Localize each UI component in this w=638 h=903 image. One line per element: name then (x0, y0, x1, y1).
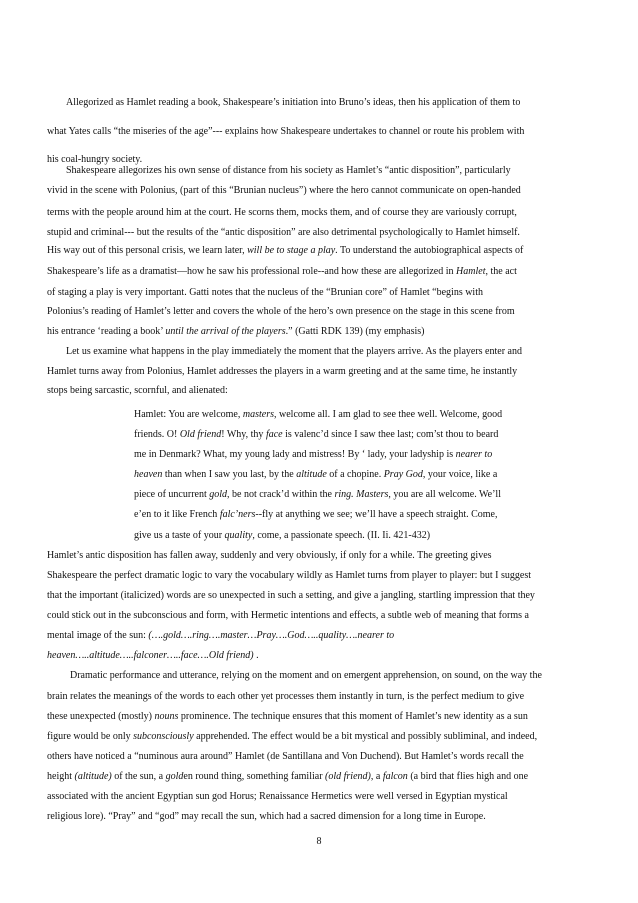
para5-line1: Dramatic performance and utterance, relying on the moment and on emergent apprehension, on sound, on the way the (70, 670, 542, 681)
para5-line8: religious lore). “Pray” and “god” may recall the sun, which had a sacred dimension for a long time in Europe. (47, 811, 486, 822)
para5-line6: height (altitude) of the sun, a golden round thing, something familiar (old friend), a falcon (a bird that flies high and one (47, 771, 529, 782)
para2-line4: stupid and criminal--- but the results of the “antic disposition” are also detrimental psychologically to Hamlet himself. (47, 227, 520, 238)
para4-line1: Hamlet’s antic disposition has fallen away, suddenly and very obviously, if only for a while. The greeting gives (47, 550, 492, 561)
para2-line9: his entrance ‘reading a book’ until the arrival of the players.” (Gatti RDK 139) (my emphasis) (47, 326, 425, 337)
quote-line5: piece of uncurrent gold, be not crack’d within the ring. Masters, you are all welcome. We’ll (134, 489, 501, 500)
para2-line8: Polonius’s reading of Hamlet’s letter and covers the whole of the hero’s own presence on the stage in this scene from (47, 306, 515, 317)
para4-line4: could stick out in the subconscious and form, with Hermetic intentions and effects, a subtle web of meaning that forms a (47, 610, 529, 621)
para1-line3: his coal-hungry society. (47, 154, 143, 165)
para4-line2: Shakespeare the perfect dramatic logic to vary the vocabulary wildly as Hamlet turns from player to player: but I suggest (47, 570, 532, 581)
quote-line2: friends. O! Old friend! Why, thy face is valenc’d since I saw thee last; com’st thou to beard (134, 429, 499, 440)
quote-line7: give us a taste of your quality, come, a passionate speech. (II. Ii. 421-432) (134, 530, 431, 541)
para5-line5: others have noticed a “numinous aura around” Hamlet (de Santillana and Von Duchend). But Hamlet’s words recall the (47, 751, 524, 762)
page-number: 8 (316, 836, 322, 847)
para5-line7: associated with the ancient Egyptian sun god Horus; Renaissance Hermetics were well versed in Egyptian mystical (47, 791, 508, 802)
para5-line3: these unexpected (mostly) nouns prominence. The technique ensures that this moment of Hamlet’s new identity as a sun (47, 711, 528, 722)
para2-line5: His way out of this personal crisis, we learn later, will be to stage a play. To understand the autobiographical aspects of (47, 245, 524, 256)
para4-line6: heaven…..altitude…..falconer…..face….Old friend) . (47, 650, 259, 661)
para2-line3: terms with the people around him at the court. He scorns them, mocks them, and of course they are variously corrupt, (47, 207, 517, 218)
quote-line3: me in Denmark? What, my young lady and mistress! By ‘ lady, your ladyship is nearer to (134, 449, 493, 460)
para2-line7: of staging a play is very important. Gatti notes that the nucleus of the “Brunian core” of Hamlet “begins with (47, 287, 483, 298)
para5-line4: figure would be only subconsciously apprehended. The effect would be a bit mystical and possibly subliminal, and indeed, (47, 731, 538, 742)
quote-line6: e’en to it like French falc’ners--fly at anything we see; we’ll have a speech straight. Come, (134, 509, 498, 520)
para3-line1: Let us examine what happens in the play immediately the moment that the players arrive. As the players enter and (66, 346, 522, 357)
para2-line2: vivid in the scene with Polonius, (part of this “Brunian nucleus”) where the hero cannot communicate on open-handed (47, 185, 521, 196)
para4-line3: that the important (italicized) words are so unexpected in such a setting, and give a jangling, startling impression that they (47, 590, 535, 601)
para4-line5: mental image of the sun: (….gold….ring….master…Pray….God…..quality….nearer to (47, 630, 395, 641)
quote-line4: heaven than when I saw you last, by the altitude of a chopine. Pray God, your voice, like a (134, 469, 498, 480)
para2-line6: Shakespeare’s life as a dramatist—how he saw his professional role--and how these are allegorized in Hamlet, the act (47, 266, 517, 277)
para2-line1: Shakespeare allegorizes his own sense of distance from his society as Hamlet’s “antic disposition”, particularly (66, 165, 511, 176)
para1-line1: Allegorized as Hamlet reading a book, Shakespeare’s initiation into Bruno’s ideas, then his application of them to (66, 97, 521, 108)
para1-line2: what Yates calls “the miseries of the age”--- explains how Shakespeare undertakes to channel or route his problem with (47, 126, 525, 137)
para3-line2: Hamlet turns away from Polonius, Hamlet addresses the players in a warm greeting and at the same time, he instantly (47, 366, 518, 377)
para5-line2: brain relates the meanings of the words to each other yet processes them instantly in turn, is the perfect medium to give (47, 691, 525, 702)
para3-line3: stops being sarcastic, scornful, and alienated: (47, 385, 228, 396)
quote-line1: Hamlet: You are welcome, masters, welcome all. I am glad to see thee well. Welcome, good (134, 409, 503, 420)
